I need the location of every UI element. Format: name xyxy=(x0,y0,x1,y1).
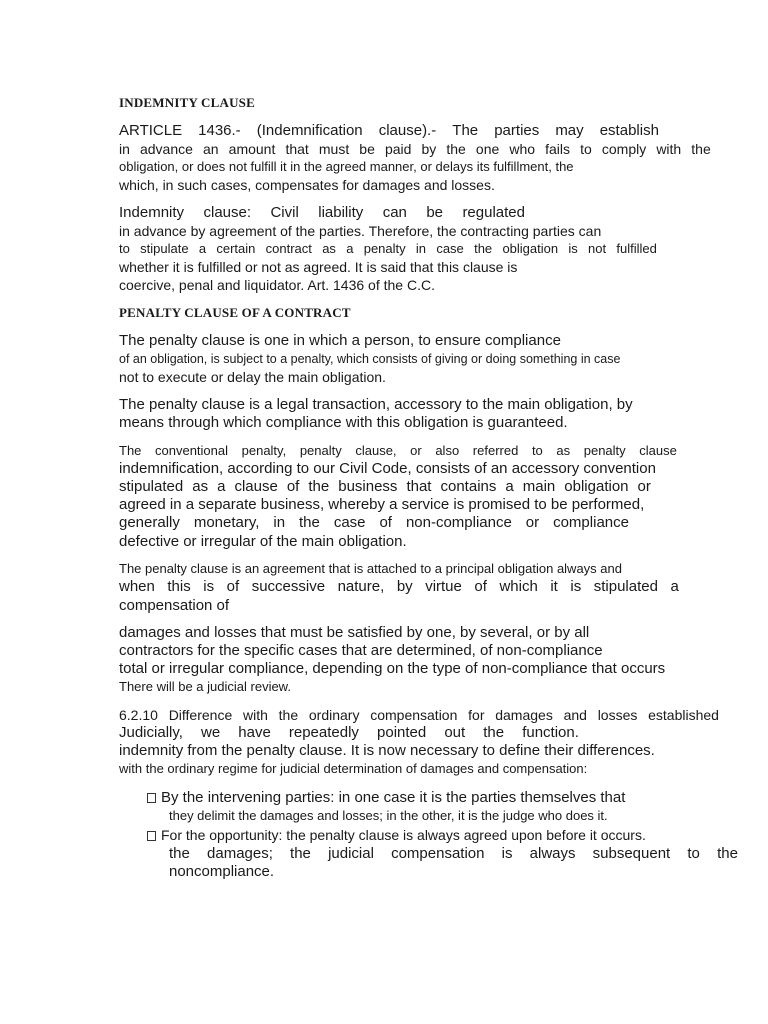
word: be xyxy=(426,204,443,221)
word: with xyxy=(656,141,682,157)
word: the xyxy=(169,845,190,862)
bullet-item-parties xyxy=(147,790,625,806)
word: the xyxy=(446,141,466,157)
word: generally xyxy=(119,514,180,531)
p5-line-1 xyxy=(119,443,677,459)
word: penalty xyxy=(583,443,626,458)
word: monetary, xyxy=(193,514,260,531)
word: judicial xyxy=(328,845,374,862)
word: a xyxy=(505,478,514,495)
p6-line-2 xyxy=(119,579,679,595)
word: ARTICLE xyxy=(119,122,183,139)
word: and xyxy=(563,707,587,723)
bullet-text: For the opportunity: the penalty clause is always agreed upon before it occurs. xyxy=(161,827,646,843)
p5-line-2: indemnification, according to our Civil Code, consists of an accessory convention xyxy=(119,460,656,477)
word: clause xyxy=(234,478,278,495)
word: not xyxy=(588,241,607,256)
word: 1436.- xyxy=(198,122,241,139)
word: to xyxy=(580,141,592,157)
word: out xyxy=(444,724,466,741)
word: for xyxy=(468,707,485,723)
word: stipulate xyxy=(140,241,189,256)
p2-line-1 xyxy=(119,205,525,221)
word: nature, xyxy=(337,578,385,595)
word: when xyxy=(119,578,155,595)
word: have xyxy=(238,724,271,741)
word: a xyxy=(346,241,354,256)
word: pointed xyxy=(377,724,427,741)
word: liability xyxy=(318,204,364,221)
word: obligation xyxy=(502,241,559,256)
word: one xyxy=(475,141,500,157)
p7-line-3: total or irregular compliance, depending on the type of non-compliance that occurs xyxy=(119,660,666,677)
word: that xyxy=(406,478,432,495)
word: fulfilled xyxy=(616,241,657,256)
word: paid xyxy=(384,141,412,157)
word: in xyxy=(119,141,130,157)
word: of xyxy=(474,578,487,595)
word: clause: xyxy=(203,204,252,221)
heading-penalty-clause: PENALTY CLAUSE OF A CONTRACT xyxy=(119,305,351,320)
word: stipulated xyxy=(593,578,658,595)
bullet-text: By the intervening parties: in one case it is the parties themselves that xyxy=(161,789,626,806)
word: or xyxy=(525,514,540,531)
word: as xyxy=(322,241,336,256)
word: main xyxy=(522,478,556,495)
word: comply xyxy=(601,141,647,157)
p8-line-2 xyxy=(119,725,579,741)
word: regulated xyxy=(462,204,525,221)
p2-line-3 xyxy=(119,241,657,257)
p6-line-1: The penalty clause is an agreement that is attached to a principal obligation always and xyxy=(119,561,622,576)
word: is xyxy=(568,241,578,256)
word: the xyxy=(308,478,330,495)
word: The xyxy=(119,443,142,458)
word: function. xyxy=(522,724,579,741)
word: clause, xyxy=(355,443,397,458)
word: losses xyxy=(597,707,638,723)
word: must xyxy=(318,141,350,157)
word: that xyxy=(285,141,309,157)
word: by xyxy=(396,578,413,595)
word: 6.2.10 xyxy=(119,707,158,723)
p5-line-6: defective or irregular of the main obligation. xyxy=(119,533,407,550)
p3-line-2: of an obligation, is subject to a penalty, which consists of giving or doing something in case xyxy=(119,352,621,366)
word: virtue xyxy=(425,578,462,595)
checkbox-icon xyxy=(147,831,156,841)
word: to xyxy=(687,845,700,862)
word: we xyxy=(201,724,221,741)
word: of xyxy=(379,514,392,531)
word: this xyxy=(167,578,191,595)
word: to xyxy=(119,241,130,256)
word: advance xyxy=(139,141,193,157)
p1-line-2 xyxy=(119,141,711,157)
word: always xyxy=(529,845,576,862)
word: Difference xyxy=(168,707,233,723)
word: may xyxy=(555,122,584,139)
p1-line-1 xyxy=(119,123,659,139)
word: is xyxy=(203,578,215,595)
word: case xyxy=(333,514,366,531)
word: the xyxy=(299,514,320,531)
word: repeatedly xyxy=(288,724,359,741)
p8-line-1 xyxy=(119,707,719,723)
word: ordinary xyxy=(308,707,360,723)
word: an xyxy=(203,141,219,157)
word: penalty xyxy=(299,443,342,458)
word: contains xyxy=(440,478,497,495)
p5-line-4: agreed in a separate business, whereby a service is promised to be performed, xyxy=(119,496,645,513)
word: a xyxy=(198,241,207,256)
word: compensation xyxy=(391,845,485,862)
bullet-2-line-3: noncompliance. xyxy=(169,863,275,880)
word: parties xyxy=(494,122,540,139)
p4-line-2: means through which compliance with this obligation is guaranteed. xyxy=(119,414,568,431)
bullet-1-line-2: they delimit the damages and losses; in the other, it is the judge who does it. xyxy=(169,808,608,823)
word: Indemnity xyxy=(119,204,185,221)
word: stipulated xyxy=(119,478,184,495)
word: which xyxy=(499,578,538,595)
word: Judicially, xyxy=(119,724,183,741)
word: obligation xyxy=(564,478,629,495)
p8-line-4: with the ordinary regime for judicial determination of damages and compensation: xyxy=(119,761,588,776)
word: also xyxy=(435,443,460,458)
word: referred xyxy=(472,443,519,458)
p2-line-2: in advance by agreement of the parties. Therefore, the contracting parties can xyxy=(119,223,602,239)
word: subsequent xyxy=(592,845,671,862)
p7-line-4: There will be a judicial review. xyxy=(119,679,291,694)
word: Civil xyxy=(270,204,299,221)
word: the xyxy=(290,845,311,862)
word: the xyxy=(483,724,505,741)
word: establish xyxy=(599,122,659,139)
word: is xyxy=(501,845,513,862)
p1-line-4: which, in such cases, compensates for damages and losses. xyxy=(119,177,495,193)
bullet-2-line-2 xyxy=(169,846,738,862)
word: established xyxy=(648,707,719,723)
word: or xyxy=(410,443,422,458)
word: a xyxy=(217,478,226,495)
word: amount xyxy=(228,141,276,157)
word: who xyxy=(509,141,536,157)
word: as xyxy=(192,478,209,495)
word: the xyxy=(474,241,493,256)
word: by xyxy=(421,141,437,157)
word: or xyxy=(637,478,651,495)
word: case xyxy=(436,241,464,256)
word: to xyxy=(531,443,543,458)
word: with xyxy=(243,707,268,723)
word: certain xyxy=(216,241,256,256)
word: the xyxy=(717,845,738,862)
bullet-item-opportunity xyxy=(147,827,646,843)
p5-line-5 xyxy=(119,515,629,531)
word: penalty, xyxy=(241,443,287,458)
word: damages; xyxy=(207,845,273,862)
p6-line-3: compensation of xyxy=(119,597,230,614)
p7-line-1: damages and losses that must be satisfied by one, by several, or by all xyxy=(119,624,590,641)
word: penalty xyxy=(363,241,406,256)
word: a xyxy=(670,578,679,595)
word: in xyxy=(415,241,427,256)
word: (Indemnification xyxy=(256,122,363,139)
word: business xyxy=(338,478,398,495)
word: the xyxy=(278,707,299,723)
word: as xyxy=(556,443,571,458)
word: is xyxy=(570,578,582,595)
word: can xyxy=(382,204,407,221)
heading-indemnity-clause: INDEMNITY CLAUSE xyxy=(119,95,255,110)
p2-line-4: whether it is fulfilled or not as agreed. It is said that this clause is xyxy=(119,259,518,275)
p5-line-3 xyxy=(119,479,651,495)
word: it xyxy=(550,578,558,595)
word: damages xyxy=(495,707,553,723)
p3-line-1: The penalty clause is one in which a person, to ensure compliance xyxy=(119,332,561,349)
p8-line-3: indemnity from the penalty clause. It is now necessary to define their differences. xyxy=(119,742,655,759)
word: of xyxy=(286,478,300,495)
word: conventional xyxy=(155,443,229,458)
word: fails xyxy=(545,141,571,157)
word: clause xyxy=(639,443,677,458)
p2-line-5: coercive, penal and liquidator. Art. 1436 of the C.C. xyxy=(119,277,435,293)
word: successive xyxy=(251,578,326,595)
word: of xyxy=(226,578,240,595)
word: compliance xyxy=(553,514,629,531)
word: non-compliance xyxy=(405,514,512,531)
word: clause).- xyxy=(378,122,437,139)
checkbox-icon xyxy=(147,793,156,803)
word: The xyxy=(452,122,479,139)
word: in xyxy=(273,514,286,531)
word: contract xyxy=(265,241,312,256)
p7-line-2: contractors for the specific cases that are determined, of non-compliance xyxy=(119,642,603,659)
p4-line-1: The penalty clause is a legal transaction, accessory to the main obligation, by xyxy=(119,396,633,413)
word: the xyxy=(691,141,711,157)
p1-line-3: obligation, or does not fulfill it in the agreed manner, or delays its fulfillment, the xyxy=(119,159,574,174)
word: be xyxy=(359,141,375,157)
word: compensation xyxy=(370,707,458,723)
p3-line-3: not to execute or delay the main obligation. xyxy=(119,369,386,385)
